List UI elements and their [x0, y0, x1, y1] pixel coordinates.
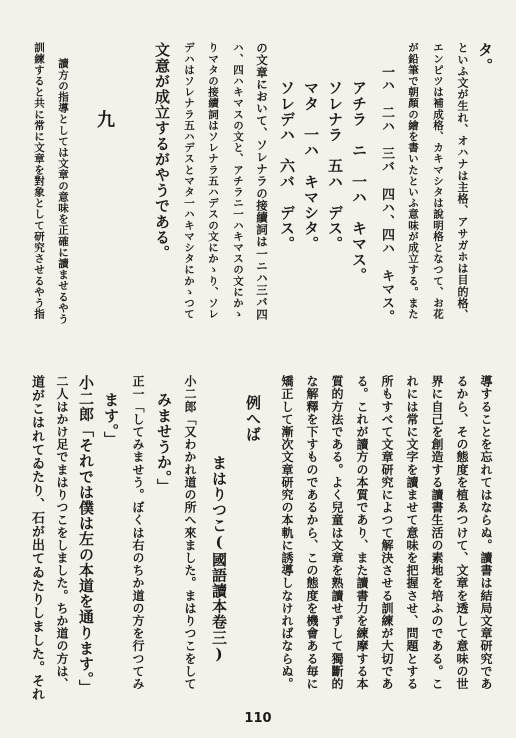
text-column: 一ハ 二ハ 三バ 四ハ、四ハ キマス。 — [379, 65, 394, 324]
text-column: 小二郎「又わかれ道の所へ來ました。まはりつこをして — [183, 375, 197, 690]
text-column: 例へば — [244, 395, 262, 442]
text-column: 讀方の指導としては文章の意味を正確に讀ませるやう — [57, 58, 69, 325]
text-column: まはりつこ(國語讀本卷三) — [210, 455, 228, 664]
text-column: 導することを忘れてはならぬ。讀書は結局文章研究であ — [479, 375, 493, 690]
text-column: る。これが讀方の本質であり、また讀書力を練摩する本 — [355, 375, 369, 690]
text-column: ハ、四ハキマスの文と、アチラニ一ハキマスの文にかゝ — [232, 42, 244, 320]
text-column: るから、その態度を植ゑつけて、文章を透して意味の世 — [455, 375, 469, 690]
text-column: 質的方法である。よく兒童は文章を熟讀せずして獨斷的 — [330, 375, 344, 690]
text-column: タ。 — [476, 42, 494, 74]
text-column: りマタの接續詞はソレナラ五ハデスの文にかゝり、ソレ — [207, 42, 219, 320]
text-column: 二人はかけ足でまはりつこをしました。ちか道の方は、 — [55, 375, 69, 690]
text-column: ソレデハ 六バ デス。 — [278, 80, 296, 252]
text-column: 訓練すると共に常に文章を對象として研究させるやう指 — [33, 42, 45, 320]
text-column: の文章において、ソレナラの接續詞は一ニハ三バ四 — [255, 42, 269, 321]
text-column: な解釋を下すものであるから、この態度を機會ある毎に — [305, 375, 319, 690]
text-column: といふ文が生れ、オハナは主格、アサガホは目的格、 — [456, 42, 469, 321]
text-column: 道がこはれてゐたり、石が出てゐたりしました。それ — [29, 375, 44, 702]
text-column: みませうか。」 — [155, 392, 173, 494]
text-column: エンピツは補成格、カキマシタは說明格となつて、お花 — [432, 42, 444, 320]
text-column: ます。」 — [102, 392, 120, 447]
text-column: が鉛筆で朝顏の繪を書いたといふ意味が成立する。また — [407, 42, 419, 320]
text-column: 所もすべて文章研究によつて解決させる訓練が大切であ — [380, 375, 394, 690]
text-column: 文意が成立するがやうである。 — [153, 42, 171, 261]
text-column: 正一「してみませう。ぼくは右のちか道の方を行つてみ — [131, 375, 145, 690]
section-heading: 九 — [94, 110, 115, 129]
page-number: 110 — [244, 711, 272, 726]
text-column: 小二郎「それでは僕は左の本道を通ります。」 — [77, 375, 95, 696]
text-column: デハはソレナラ五ハデスとマタ一ハキマシタにかゝつて — [183, 42, 195, 320]
text-column: れには常に文字を讀ませて意味を把握させ、問題とする — [405, 375, 419, 690]
text-column: ソレナラ 五ハ デス。 — [326, 80, 344, 252]
text-column: 矯正して漸次文章研究の本軌に誘導しなければならぬ。 — [280, 375, 294, 690]
text-column: 界に自己を創造する讀書生活の素地を培ふのである。こ — [430, 375, 444, 690]
text-column: アチラ ニ 一ハ キマス。 — [350, 80, 368, 283]
text-column: マタ 一ハ キマシタ。 — [302, 80, 320, 252]
